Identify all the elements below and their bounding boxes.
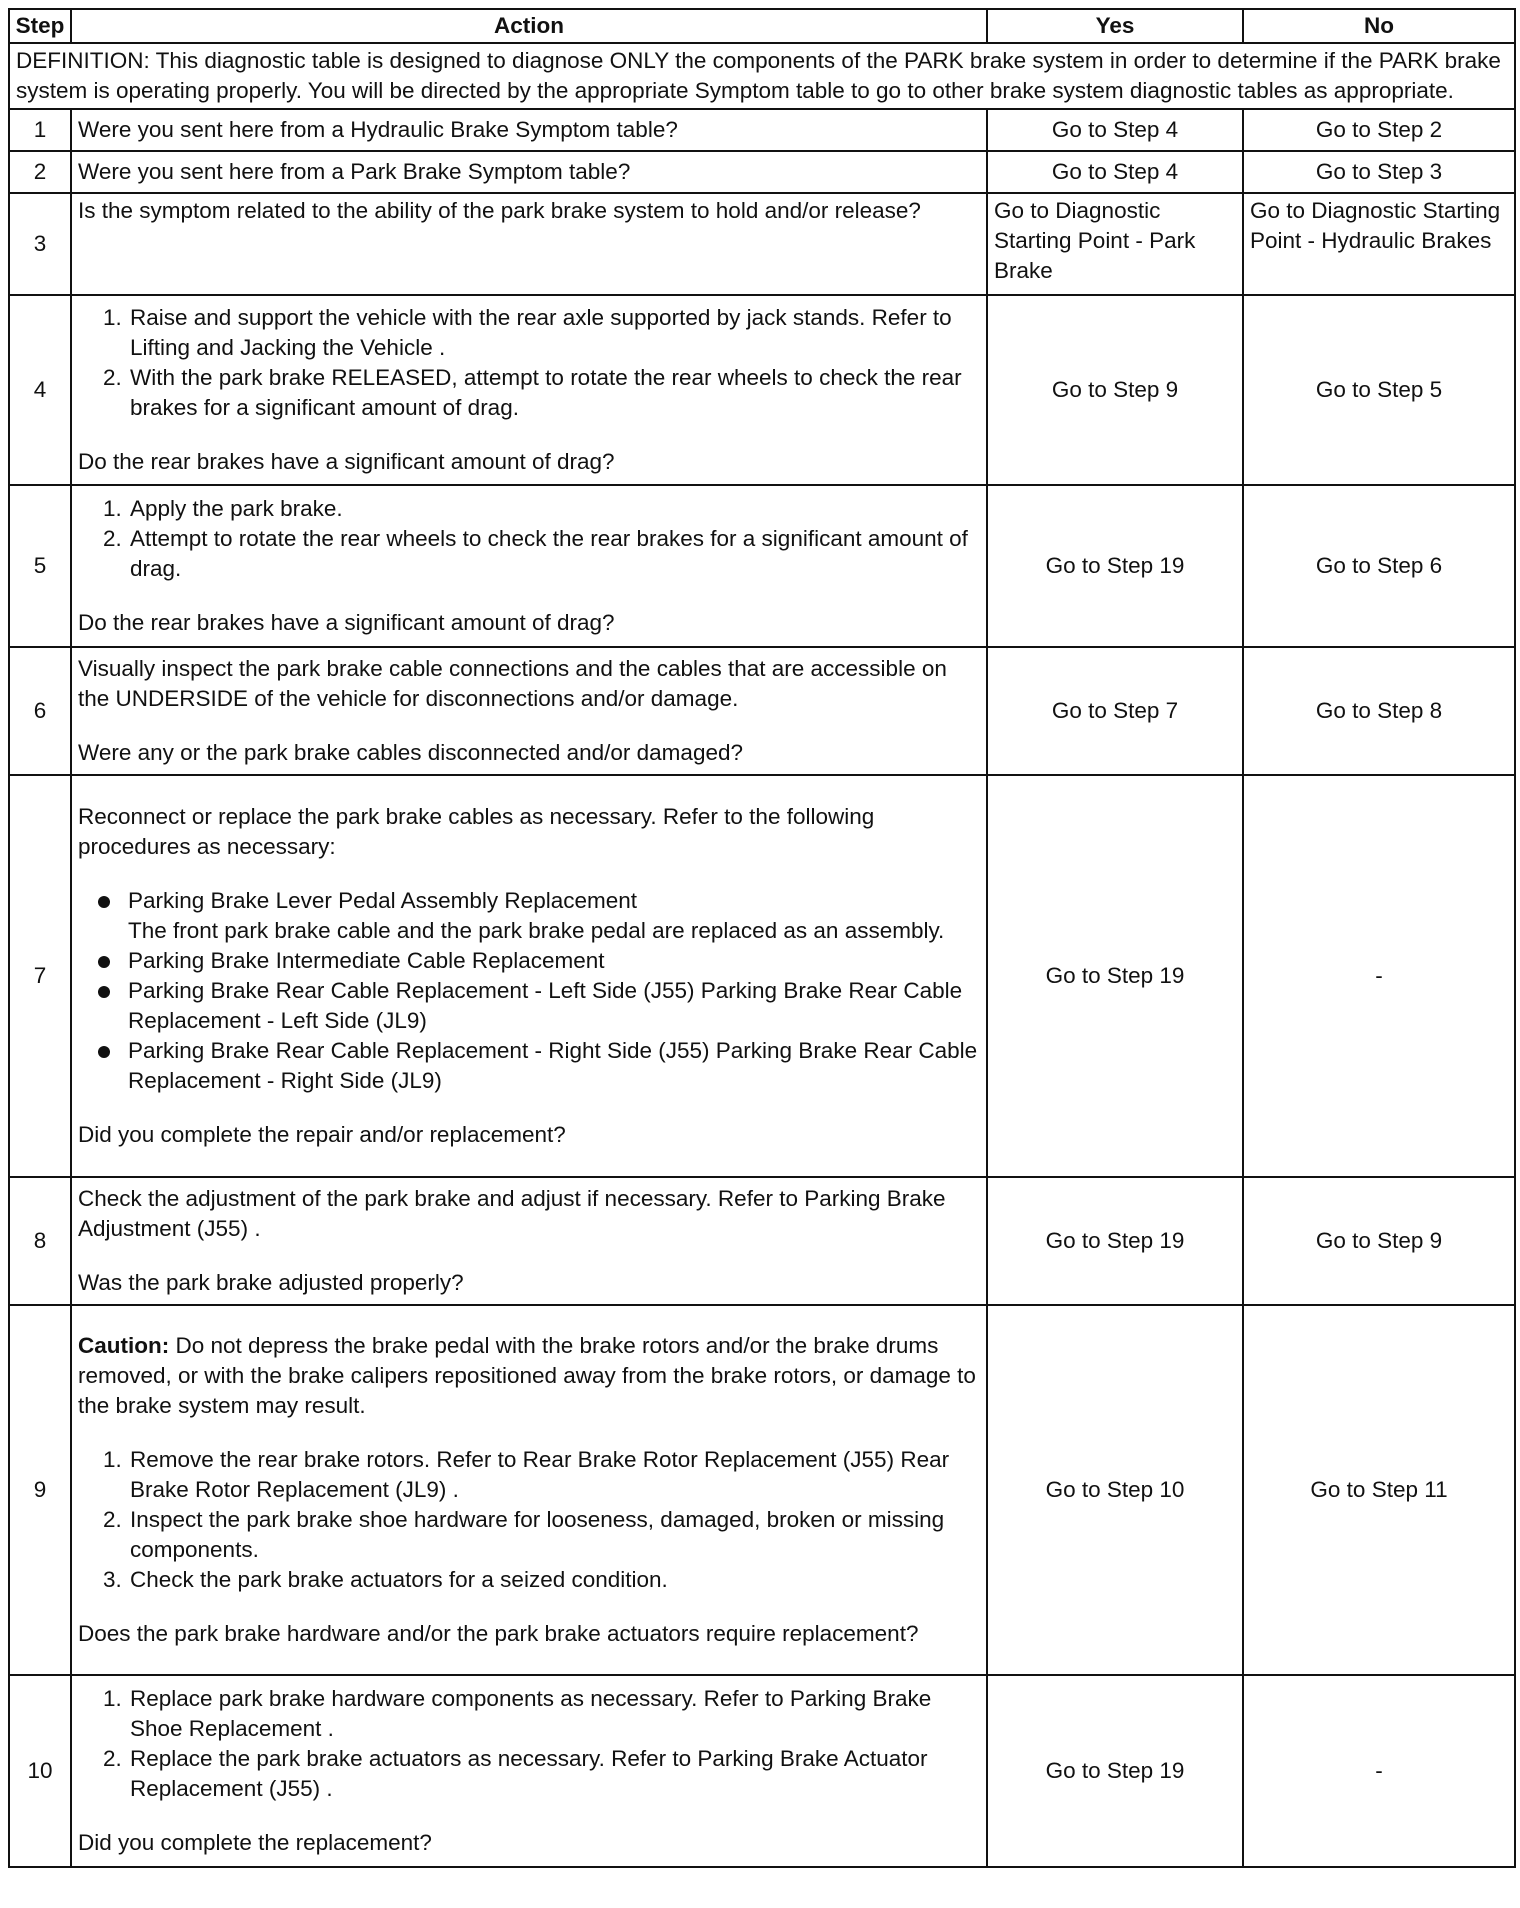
no-result: - [1243,1675,1515,1867]
caution-note [78,1331,980,1421]
step-action [71,1675,987,1867]
step-action [71,647,987,775]
yes-result: Go to Step 10 [987,1305,1243,1675]
step-action [71,295,987,485]
no-result: Go to Step 8 [1243,647,1515,775]
procedure-link[interactable]: Parking Brake Rear Cable Replacement - Left Side (J55) Parking Brake Rear Cable Replacement - Left Side (JL9) [128,976,980,1036]
table-row [9,193,1515,295]
yes-result: Go to Step 19 [987,1177,1243,1305]
diagnostic-table [8,8,1516,1868]
no-result: Go to Step 9 [1243,1177,1515,1305]
step-number: 6 [9,647,71,775]
table-row [9,109,1515,151]
yes-result: Go to Step 7 [987,647,1243,775]
step-question: Was the park brake adjusted properly? [78,1270,464,1295]
step-number: 1 [9,109,71,151]
procedure-list [78,1684,980,1804]
step-question: Is the symptom related to the ability of the park brake system to hold and/or release? [71,193,987,295]
step-action [71,775,987,1177]
step-action [71,1305,987,1675]
step-instruction: Visually inspect the park brake cable connections and the cables that are accessible on the UNDERSIDE of the vehicle for disconnections and/or damage. [78,656,947,711]
step-action [71,485,987,647]
procedure-note: The front park brake cable and the park brake pedal are replaced as an assembly. [128,918,945,943]
step-question: Did you complete the replacement? [78,1830,432,1855]
procedure-item: 1. Apply the park brake. [128,494,980,524]
step-question: Do the rear brakes have a significant amount of drag? [78,449,615,474]
step-number: 2 [9,151,71,193]
header-step: Step [9,9,71,43]
procedure-link[interactable]: Parking Brake Lever Pedal Assembly Replacement The front park brake cable and the park brake pedal are replaced as an assembly. [128,886,980,946]
header-yes: Yes [987,9,1243,43]
procedure-item: 2. With the park brake RELEASED, attempt to rotate the rear wheels to check the rear brakes for a significant amount of drag. [128,363,980,423]
table-row [9,775,1515,1177]
table-row [9,295,1515,485]
step-question: Were any or the park brake cables disconnected and/or damaged? [78,740,743,765]
procedure-list [78,303,980,423]
no-result: - [1243,775,1515,1177]
table-row [9,1177,1515,1305]
step-instruction: Reconnect or replace the park brake cables as necessary. Refer to the following procedures as necessary: [78,804,875,859]
step-number: 5 [9,485,71,647]
step-number: 8 [9,1177,71,1305]
procedure-item: 1. Raise and support the vehicle with the rear axle supported by jack stands. Refer to Lifting and Jacking the Vehicle . [128,303,980,363]
procedure-list [78,494,980,584]
yes-result: Go to Step 4 [987,151,1243,193]
caution-label: Caution: [78,1333,170,1358]
no-result: Go to Step 3 [1243,151,1515,193]
table-row [9,485,1515,647]
procedure-item: 2. Inspect the park brake shoe hardware for looseness, damaged, broken or missing components. [128,1505,980,1565]
step-number: 9 [9,1305,71,1675]
step-number: 3 [9,193,71,295]
no-result: Go to Step 2 [1243,109,1515,151]
definition-text: DEFINITION: This diagnostic table is designed to diagnose ONLY the components of the PARK brake system in order to determine if the PARK brake system is operating properly. You will be directed by the appropriate Symptom table to go to other brake system diagnostic tables as appropriate. [9,43,1515,109]
yes-result: Go to Diagnostic Starting Point - Park Brake [987,193,1243,295]
yes-result: Go to Step 4 [987,109,1243,151]
procedure-bullets [78,886,980,1096]
no-result: Go to Diagnostic Starting Point - Hydraulic Brakes [1243,193,1515,295]
step-question: Were you sent here from a Park Brake Symptom table? [71,151,987,193]
caution-text: Do not depress the brake pedal with the brake rotors and/or the brake drums removed, or with the brake calipers repositioned away from the brake rotors, or damage to the brake system may result. [78,1333,976,1418]
table-row [9,1305,1515,1675]
definition-row [9,43,1515,109]
step-question: Were you sent here from a Hydraulic Brake Symptom table? [71,109,987,151]
step-number: 10 [9,1675,71,1867]
step-action [71,1177,987,1305]
header-action: Action [71,9,987,43]
procedure-item: 1. Replace park brake hardware components as necessary. Refer to Parking Brake Shoe Replacement . [128,1684,980,1744]
table-row [9,151,1515,193]
procedure-item: 2. Replace the park brake actuators as necessary. Refer to Parking Brake Actuator Replacement (J55) . [128,1744,980,1804]
no-result: Go to Step 11 [1243,1305,1515,1675]
yes-result: Go to Step 19 [987,775,1243,1177]
step-number: 4 [9,295,71,485]
procedure-item: 1. Remove the rear brake rotors. Refer to Rear Brake Rotor Replacement (J55) Rear Brake Rotor Replacement (JL9) . [128,1445,980,1505]
yes-result: Go to Step 19 [987,485,1243,647]
procedure-item: 2. Attempt to rotate the rear wheels to check the rear brakes for a significant amount of drag. [128,524,980,584]
step-number: 7 [9,775,71,1177]
header-row [9,9,1515,43]
procedure-item: 3. Check the park brake actuators for a seized condition. [128,1565,980,1595]
step-question: Do the rear brakes have a significant amount of drag? [78,610,615,635]
yes-result: Go to Step 19 [987,1675,1243,1867]
table-row [9,1675,1515,1867]
procedure-link[interactable]: Parking Brake Intermediate Cable Replacement [128,946,980,976]
no-result: Go to Step 5 [1243,295,1515,485]
step-instruction: Check the adjustment of the park brake and adjust if necessary. Refer to Parking Brake Adjustment (J55) . [78,1186,946,1241]
step-question: Does the park brake hardware and/or the park brake actuators require replacement? [78,1621,919,1646]
procedure-link[interactable]: Parking Brake Rear Cable Replacement - Right Side (J55) Parking Brake Rear Cable Replacement - Right Side (JL9) [128,1036,980,1096]
header-no: No [1243,9,1515,43]
no-result: Go to Step 6 [1243,485,1515,647]
step-question: Did you complete the repair and/or replacement? [78,1122,566,1147]
procedure-list [78,1445,980,1595]
table-row [9,647,1515,775]
yes-result: Go to Step 9 [987,295,1243,485]
